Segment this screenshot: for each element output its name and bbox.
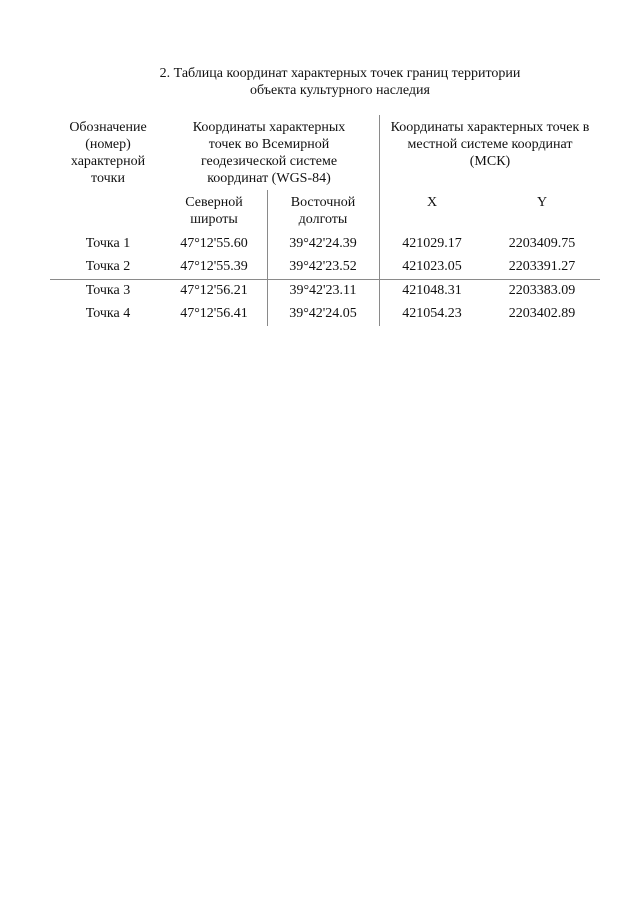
cell-east: 39°42'23.52 [289,259,357,274]
header-msk-line: местной системе координат [407,137,573,152]
cell-north: 47°12'55.60 [180,236,248,251]
header-msk-line: (МСК) [469,154,511,169]
cell-east: 39°42'23.11 [289,283,357,298]
cell-point: Точка 4 [85,306,131,321]
cell-point: Точка 3 [85,283,131,298]
header-designation-line: характерной [70,154,146,169]
cell-y: 2203391.27 [508,259,576,274]
table-title-line-1: 2. Таблица координат характерных точек границ территории [159,66,521,81]
subheader-north-line: Северной [185,195,243,210]
cell-north: 47°12'56.21 [180,283,248,298]
cell-y: 2203409.75 [508,236,576,251]
header-msk-line: Координаты характерных точек в [390,120,590,135]
cell-x: 421023.05 [402,259,462,274]
cell-y: 2203383.09 [508,283,576,298]
header-designation-line: точки [91,171,125,186]
subheader-north-line: широты [190,212,238,227]
header-designation-line: (номер) [85,137,131,152]
header-wgs84-line: геодезической системе [200,154,338,169]
subheader-y: Y [536,195,548,210]
header-wgs84-line: Координаты характерных [192,120,346,135]
header-wgs84-line: координат (WGS-84) [207,171,331,186]
cell-north: 47°12'56.41 [180,306,248,321]
cell-east: 39°42'24.39 [289,236,357,251]
cell-north: 47°12'55.39 [180,259,248,274]
column-divider [267,190,268,326]
header-wgs84-line: точек во Всемирной [208,137,330,152]
subheader-east-line: долготы [298,212,348,227]
cell-east: 39°42'24.05 [289,306,357,321]
subheader-east-line: Восточной [290,195,356,210]
cell-x: 421048.31 [402,283,462,298]
column-divider [379,115,380,326]
cell-x: 421029.17 [402,236,462,251]
table-title-line-2: объекта культурного наследия [250,83,430,98]
subheader-x: X [426,195,438,210]
cell-point: Точка 2 [85,259,131,274]
row-divider [50,279,600,280]
cell-y: 2203402.89 [508,306,576,321]
header-designation-line: Обозначение [69,120,147,135]
cell-point: Точка 1 [85,236,131,251]
cell-x: 421054.23 [402,306,462,321]
